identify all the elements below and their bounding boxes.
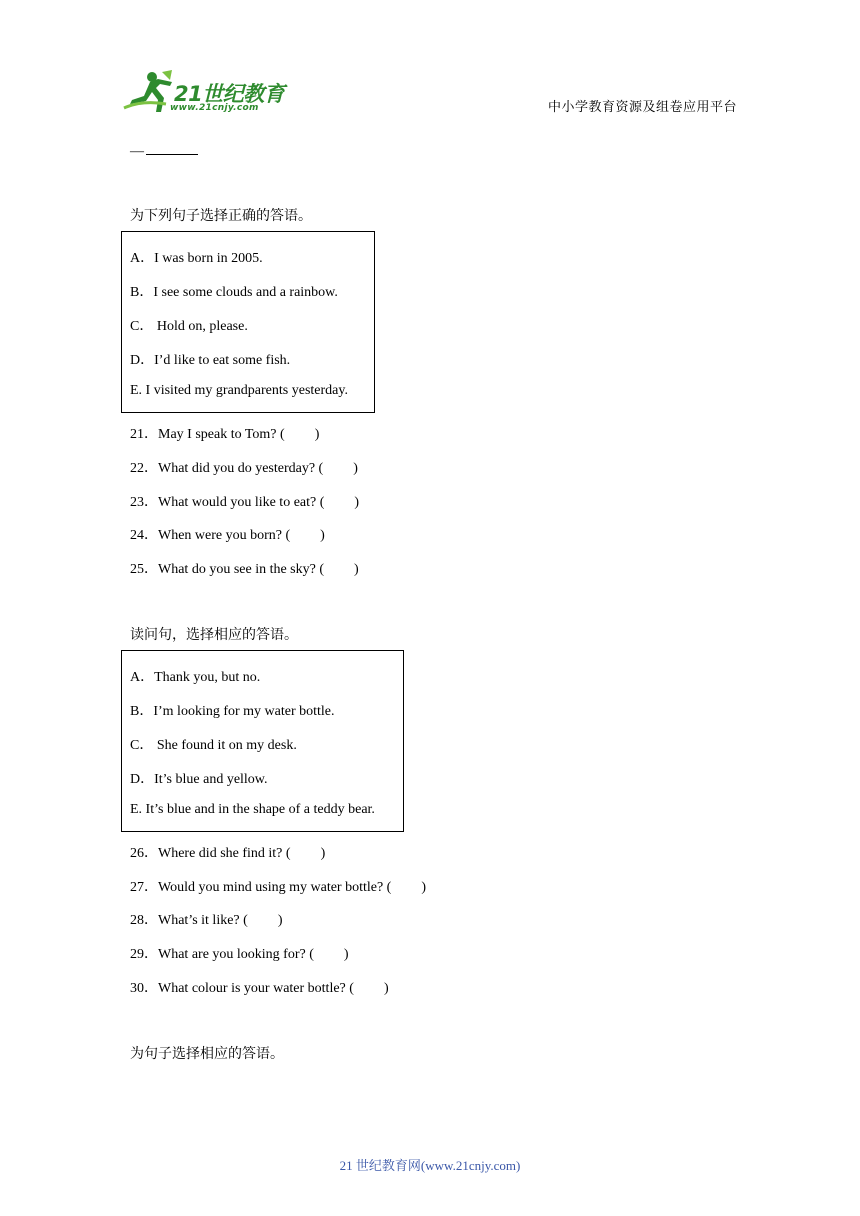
section2-option: C． She found it on my desk. — [130, 738, 297, 753]
question-close: ) — [314, 427, 320, 442]
question-text: 21．May I speak to Tom? ( — [130, 427, 285, 442]
section1-option: B．I see some clouds and a rainbow. — [130, 285, 338, 300]
footer-link[interactable]: 21 世纪教育网(www.21cnjy.com) — [339, 1158, 521, 1173]
section2-option: D．It’s blue and yellow. — [130, 772, 268, 787]
question-29 — [130, 943, 349, 963]
question-text: 25．What do you see in the sky? ( — [130, 562, 325, 577]
question-26 — [130, 842, 325, 862]
section2-title: 读问句，选择相应的答语。 — [130, 628, 298, 643]
question-close: ) — [320, 528, 325, 543]
answer-blank — [146, 142, 198, 155]
question-close: ) — [343, 947, 349, 962]
question-23 — [130, 491, 359, 511]
question-close: ) — [354, 495, 360, 510]
section1-title: 为下列句子选择正确的答语。 — [130, 209, 312, 224]
question-21 — [130, 423, 319, 443]
question-text: 23．What would you like to eat? ( — [130, 495, 325, 510]
section2-option: E. It’s blue and in the shape of a teddy bear. — [130, 802, 375, 817]
question-close: ) — [383, 981, 389, 996]
logo-url: www.21cnjy.com — [170, 103, 259, 113]
question-24 — [130, 524, 325, 544]
section1-option: A．I was born in 2005. — [130, 251, 263, 266]
section1-options-box — [121, 231, 375, 413]
logo — [122, 68, 292, 116]
question-text: 27．Would you mind using my water bottle? ( — [130, 880, 392, 895]
question-25 — [130, 558, 359, 578]
question-27 — [130, 876, 426, 896]
question-close: ) — [353, 461, 358, 476]
section2-options-box — [121, 650, 404, 832]
answer-dash: — — [130, 144, 144, 159]
question-28 — [130, 909, 282, 929]
question-22 — [130, 457, 358, 477]
section1-option: C． Hold on, please. — [130, 319, 248, 334]
question-text: 30．What colour is your water bottle? ( — [130, 981, 354, 996]
question-close: ) — [277, 913, 283, 928]
section2-option: B．I’m looking for my water bottle. — [130, 704, 335, 719]
question-text: 26．Where did she find it? ( — [130, 846, 291, 861]
section1-option: E. I visited my grandparents yesterday. — [130, 383, 348, 398]
header-platform-text: 中小学教育资源及组卷应用平台 — [548, 99, 738, 114]
question-text: 29．What are you looking for? ( — [130, 947, 314, 962]
section2-option: A．Thank you, but no. — [130, 670, 261, 685]
question-text: 28．What’s it like? ( — [130, 913, 248, 928]
section3-title: 为句子选择相应的答语。 — [130, 1047, 284, 1062]
question-close: ) — [320, 846, 326, 861]
question-close: ) — [421, 880, 427, 895]
logo-title: 21世纪教育 — [174, 82, 285, 106]
runner-logo-icon — [122, 70, 174, 116]
question-text: 24．When were you born? ( — [130, 528, 291, 543]
section1-option: D．I’d like to eat some fish. — [130, 353, 291, 368]
answer-line — [130, 142, 198, 160]
question-close: ) — [354, 562, 359, 577]
question-text: 22．What did you do yesterday? ( — [130, 461, 324, 476]
question-30 — [130, 977, 389, 997]
